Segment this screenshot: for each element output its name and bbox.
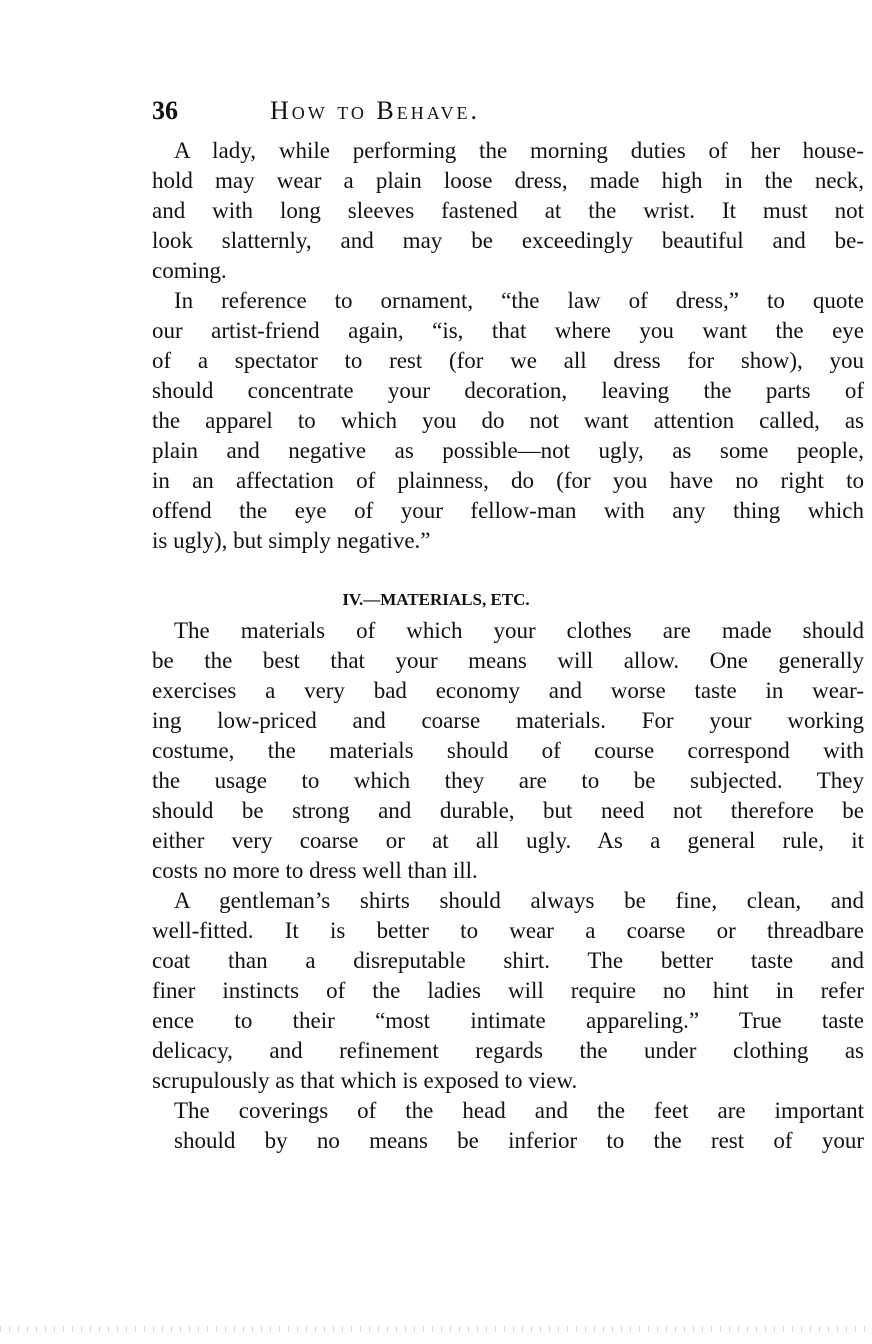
text-line: The materials of which your clothes are made should [174, 618, 864, 643]
text-line: plain and negative as possible—not ugly, as some people, [152, 438, 864, 463]
text-line: scrupulously as that which is exposed to view. [152, 1068, 578, 1093]
text-line: should by no means be inferior to the rest of your [174, 1128, 864, 1153]
text-line: coming. [152, 258, 227, 283]
text-line: well-fitted. It is better to wear a coarse or threadbare [152, 918, 864, 943]
text-line: coat than a disreputable shirt. The better taste and [152, 948, 864, 973]
text-line: of a spectator to rest (for we all dress for show), you [152, 348, 864, 373]
text-line: offend the eye of your fellow-man with any thing which [152, 498, 864, 523]
text-line: hold may wear a plain loose dress, made high in the neck, [152, 168, 864, 193]
text-line: the apparel to which you do not want attention called, as [152, 408, 864, 433]
text-line: and with long sleeves fastened at the wrist. It must not [152, 198, 864, 223]
text-line: exercises a very bad economy and worse taste in wear- [152, 678, 864, 703]
text-line: is ugly), but simply negative.” [152, 528, 431, 553]
text-line: A gentleman’s shirts should always be fine, clean, and [174, 888, 864, 913]
text-line: finer instincts of the ladies will require no hint in refer [152, 978, 864, 1003]
text-line: A lady, while performing the morning duties of her house- [174, 138, 864, 163]
text-line: the usage to which they are to be subjected. They [152, 768, 864, 793]
text-line: our artist-friend again, “is, that where you want the eye [152, 318, 864, 343]
text-line: should be strong and durable, but need not therefore be [152, 798, 864, 823]
text-line: ence to their “most intimate appareling.” True taste [152, 1008, 864, 1033]
text-line: in an affectation of plainness, do (for you have no right to [152, 468, 864, 493]
page-number: 36 [152, 96, 178, 125]
text-line: ing low-priced and coarse materials. For your working [152, 708, 864, 733]
text-line: The coverings of the head and the feet are important [174, 1098, 864, 1123]
scan-edge-artifact [0, 1326, 872, 1332]
text-line: should concentrate your decoration, leaving the parts of [152, 378, 864, 403]
text-line: be the best that your means will allow. One generally [152, 648, 864, 673]
text-line: costume, the materials should of course correspond with [152, 738, 864, 763]
text-line: look slatternly, and may be exceedingly beautiful and be- [152, 228, 864, 253]
running-title: How to Behave. [270, 96, 480, 125]
text-line: either very coarse or at all ugly. As a general rule, it [152, 828, 864, 853]
text-line: In reference to ornament, “the law of dress,” to quote [174, 288, 864, 313]
text-line: delicacy, and refinement regards the under clothing as [152, 1038, 864, 1063]
section-heading: IV.—MATERIALS, ETC. [342, 590, 530, 609]
text-line: costs no more to dress well than ill. [152, 858, 478, 883]
